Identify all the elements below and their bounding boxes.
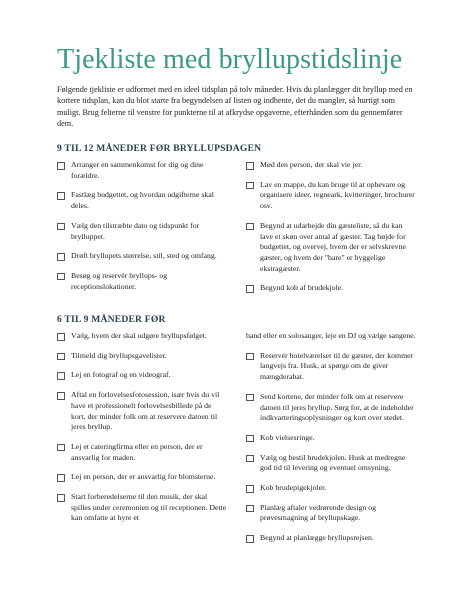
checklist-item-continuation: band eller en solosanger, leje en DJ og vælge sangene. (246, 331, 416, 340)
checklist-item (246, 160, 416, 171)
checklist-item-text: Lav en mappe, du kan bruge til at opbevare og organisere ideer, regneark, kvitteringer, brochurer osv. (260, 179, 415, 211)
checklist-item-text: Vælg, hvem der skal udgøre bryllupsfølget. (71, 331, 207, 340)
checklist-item (57, 160, 227, 181)
checklist-item-text: Lej en fotograf og en videograf. (71, 370, 171, 380)
checklist-item-text: Begynd at planlægge bryllupsrejsen. (260, 533, 374, 543)
checkbox[interactable] (57, 223, 65, 231)
checkbox[interactable] (57, 273, 65, 281)
checkbox[interactable] (246, 485, 254, 493)
checklist-item (246, 351, 416, 383)
checklist-item (246, 283, 416, 294)
section-heading-9-12: 9 TIL 12 MÅNEDER FØR BRYLLUPSDAGEN (57, 143, 262, 154)
checklist-item (57, 331, 227, 342)
checkbox[interactable] (57, 444, 65, 452)
section1-right-column (246, 160, 416, 303)
checklist-item-text: Reservér hotelværelser til de gæster, der kommer langvejs fra. Husk, at spørge om de giver mængderabat. (260, 350, 414, 382)
checkbox[interactable] (246, 535, 254, 543)
checklist-item-text: Arranger en sammenkomst for dig og dine forældre. (71, 160, 204, 180)
checklist-item (57, 472, 227, 483)
checklist-item (246, 221, 416, 275)
checklist-item (57, 442, 227, 463)
checkbox[interactable] (57, 192, 65, 200)
checklist-item (57, 221, 227, 242)
checkbox[interactable] (246, 455, 254, 463)
checkbox[interactable] (57, 162, 65, 170)
checkbox[interactable] (246, 285, 254, 293)
checkbox[interactable] (57, 253, 65, 261)
checklist-item-text: Drøft bryllupets størrelse, stil, sted og omfang. (71, 251, 217, 261)
checkbox[interactable] (246, 394, 254, 402)
checklist-item (246, 453, 416, 474)
checklist-item (57, 370, 227, 381)
checklist-item-text: Begynd kob af brudekjole. (260, 283, 344, 293)
checkbox[interactable] (57, 372, 65, 380)
checklist-item-text: Aftal en forlovelsesfotosession, især hvis du vil have et professionelt forlovelsesbillede på de kort, der minder folk om at reservere datoen til jeres bryllup. (71, 390, 220, 432)
section2-right-column (246, 331, 416, 553)
checklist-item-text: Besøg og reservér bryllups- og receptionslokationer. (71, 270, 168, 291)
checklist-item (57, 251, 227, 262)
checklist-item-text: Vælg den tilstræbte dato og tidspunkt for brylluppet. (71, 220, 200, 241)
checklist-item-text: Mød den person, der skal vie jer. (260, 160, 363, 169)
checklist-item (57, 351, 227, 362)
checklist-item-text: Tilmeld dig bryllupsgavelister. (71, 350, 167, 360)
checklist-item (246, 433, 416, 444)
checklist-item (246, 392, 416, 424)
checklist-item-text: Start forberedelserne til den musik, der skal spilles under ceremonien og til receptionen. Dette kan omfatte at hyre et (71, 492, 227, 523)
checklist-item (246, 503, 416, 524)
checklist-item (57, 271, 227, 292)
checkbox[interactable] (57, 353, 65, 361)
section2-left-column (57, 331, 227, 533)
checkbox[interactable] (246, 162, 254, 170)
checklist-item-text: Kob brudepigekjoler. (260, 483, 327, 493)
checklist-item-text: Planlæg aftaler vedrørende design og prøvesmagning af bryllupskage. (260, 502, 377, 523)
checklist-item-text: Kob vielsesringe. (260, 432, 315, 442)
checkbox[interactable] (57, 494, 65, 502)
checklist-item (57, 492, 227, 524)
section-heading-6-9: 6 TIL 9 MÅNEDER FØR (57, 314, 166, 325)
checkbox[interactable] (57, 474, 65, 482)
checklist-item (246, 483, 416, 494)
checkbox[interactable] (57, 392, 65, 400)
checkbox[interactable] (246, 353, 254, 361)
checklist-item-text: Vælg og bestil brudekjolen. Husk at medregne god tid til levering og eventuel omsyning. (260, 452, 406, 473)
checkbox[interactable] (246, 435, 254, 443)
checklist-item (57, 190, 227, 211)
checklist-item-text: Lej et cateringfirma eller en person, der er ansvarlig for maden. (71, 441, 203, 462)
checkbox[interactable] (57, 333, 65, 341)
section1-left-column (57, 160, 227, 301)
checkbox[interactable] (246, 182, 254, 190)
page-title: Tjekliste med bryllupstidslinje (57, 44, 403, 75)
checkbox[interactable] (246, 223, 254, 231)
checklist-item (246, 180, 416, 212)
checklist-item-text: Lej en person, der er ansvarlig for blomsterne. (71, 472, 216, 482)
intro-paragraph: Følgende tjekliste er udformet med en ideel tidsplan på tolv måneder. Hvis du planlægger dit bryllup med en kortere tidsplan, kan du blot starte fra begyndelsen af listen og indhente, det du mangler, så hurtigt som muligt. Brug felterne til venstre for punkterne til at afkrydse opgaverne, efterhånden som du gennemfører dem. (57, 85, 413, 128)
checklist-item-text: Fastlæg budgettet, og hvordan udgifterne skal deles. (71, 190, 214, 211)
checkbox[interactable] (246, 505, 254, 513)
checklist-item-text: Send kortene, der minder folk om at reservere datoen til jeres bryllup. Sørg for, at de indeholder indkvarteringsoplysninger og kort over stedet. (260, 391, 414, 423)
checklist-item (246, 533, 416, 544)
checklist-item (57, 390, 227, 433)
checklist-item-text: Begynd at udarbejde din gæsteliste, så du kan lave et skøn over antal af gæster. Tag højde for budgettet, og overvej, hvem der er selvskrevne gæster, og hvem der "bare" er hyggelige ekstragæster. (260, 220, 406, 273)
